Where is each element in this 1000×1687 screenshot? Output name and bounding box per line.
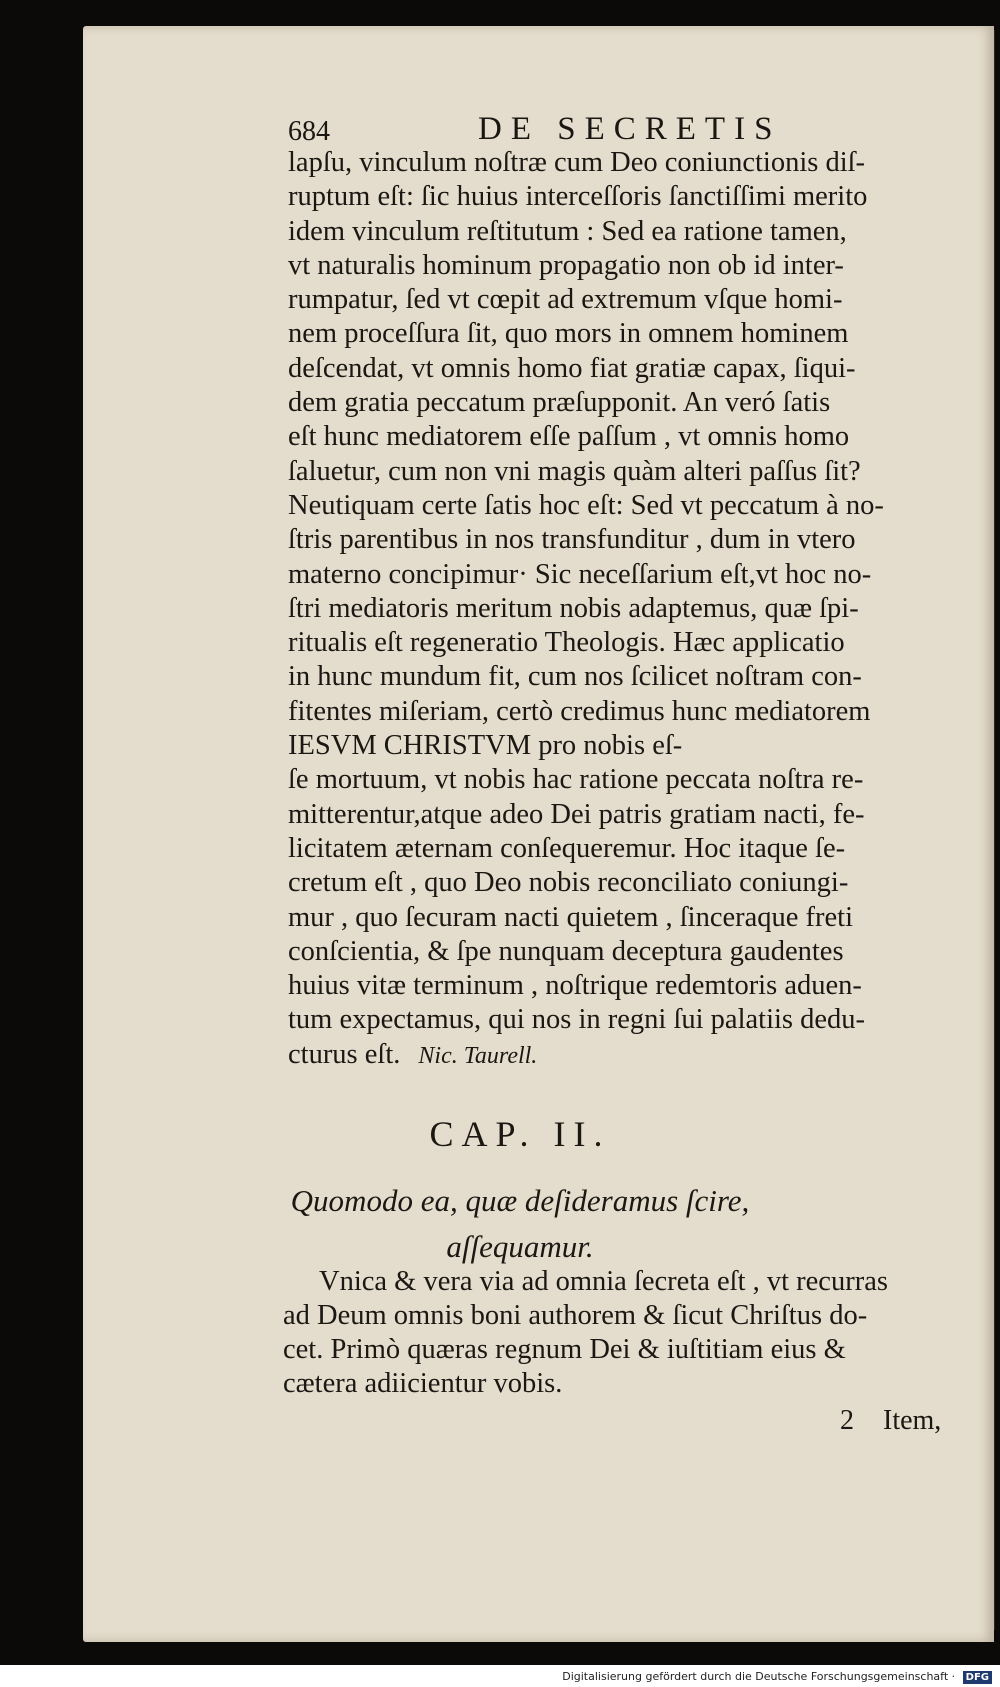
text-line: ritualis eſt regeneratio Theologis. Hæc applicatio (288, 627, 845, 659)
text-line: huius vitæ terminum , noſtrique redemtoris aduen- (288, 970, 862, 1002)
running-title: DE SECRETIS (478, 111, 782, 147)
text-line-content: cturus eſt. (288, 1038, 401, 1070)
digitization-credit (562, 1670, 992, 1684)
chapter-text-line: cætera adiicientur vobis. (283, 1368, 563, 1399)
dfg-logo: DFG (963, 1671, 992, 1684)
chapter-text-line: ad Deum omnis boni authorem & ſicut Chriſtus do- (283, 1300, 868, 1331)
text-line: rumpatur, ſed vt cœpit ad extremum vſque homi- (288, 284, 843, 316)
chapter-text (283, 1265, 973, 1401)
page-number: 684 (288, 116, 330, 147)
chapter-text-line: cet. Primò quæras regnum Dei & iuſtitiam eius & (283, 1334, 846, 1365)
text-line: deſcendat, vt omnis homo fiat gratiæ capax, ſiqui- (288, 352, 856, 384)
text-line: materno concipimur· Sic neceſſarium eſt,vt hoc no- (288, 558, 872, 590)
text-line: mitterentur,atque adeo Dei patris gratiam nacti, fe- (288, 798, 865, 830)
text-line: vt naturalis hominum propagatio non ob id inter- (288, 249, 844, 281)
text-line: lapſu, vinculum noſtræ cum Deo coniunctionis diſ- (288, 147, 866, 178)
text-line: Neutiquam certe ſatis hoc eſt: Sed vt peccatum à no- (288, 489, 884, 521)
signature-mark: 2 (840, 1405, 854, 1436)
catchword (840, 1405, 941, 1437)
text-line: ſe mortuum, vt nobis hac ratione peccata noſtra re- (288, 764, 864, 796)
author-signature: Nic. Taurell. (418, 1042, 538, 1069)
chapter-heading: CAP. II. (429, 1114, 611, 1154)
catchword-text: Item, (883, 1405, 942, 1436)
body-text (288, 146, 968, 1073)
text-line: tum expectamus, qui nos in regni ſui palatiis dedu- (288, 1004, 866, 1036)
text-line: licitatem æternam conſequeremur. Hoc itaque ſe- (288, 832, 846, 864)
text-line: cretum eſt , quo Deo nobis reconciliato coniungi- (288, 867, 849, 899)
text-line: fitentes miſeriam, certò credimus hunc mediatorem (288, 695, 871, 727)
text-line: in hunc mundum fit, cum nos ſcilicet noſtram con- (288, 661, 862, 693)
text-line: mur , quo ſecuram nacti quietem , ſinceraque freti (288, 901, 854, 933)
chapter-subtitle-line: aſſequamur. (446, 1229, 594, 1264)
text-line: dem gratia peccatum præſupponit. An veró ſatis (288, 387, 831, 419)
text-line: ſtris parentibus in nos transfunditur , dum in vtero (288, 524, 856, 556)
text-line: eſt hunc mediatorem eſſe paſſum , vt omnis homo (288, 421, 850, 453)
text-line: ſaluetur, cum non vni magis quàm alteri paſſus ſit? (288, 455, 861, 487)
text-line: ruptum eſt: ſic huius interceſſoris ſanctiſſimi merito (288, 181, 868, 213)
text-line: ſtri mediatoris meritum nobis adaptemus, quæ ſpi- (288, 592, 859, 624)
text-line: IESVM CHRISTVM pro nobis eſ- (288, 730, 683, 762)
chapter-subtitle-line: Quomodo ea, quæ deſideramus ſcire, (290, 1183, 750, 1218)
chapter-subtitle (0, 1178, 1000, 1270)
text-line: conſcientia, & ſpe nunquam deceptura gaudentes (288, 935, 844, 967)
text-line (288, 1038, 968, 1073)
chapter-text-line: Vnica & vera via ad omnia ſecreta eſt , vt recurras (319, 1266, 888, 1297)
text-line: idem vinculum reſtitutum : Sed ea ratione tamen, (288, 215, 847, 247)
text-line: nem proceſſura ſit, quo mors in omnem hominem (288, 318, 849, 350)
credit-text: Digitalisierung gefördert durch die Deutsche Forschungsgemeinschaft · (562, 1670, 956, 1683)
